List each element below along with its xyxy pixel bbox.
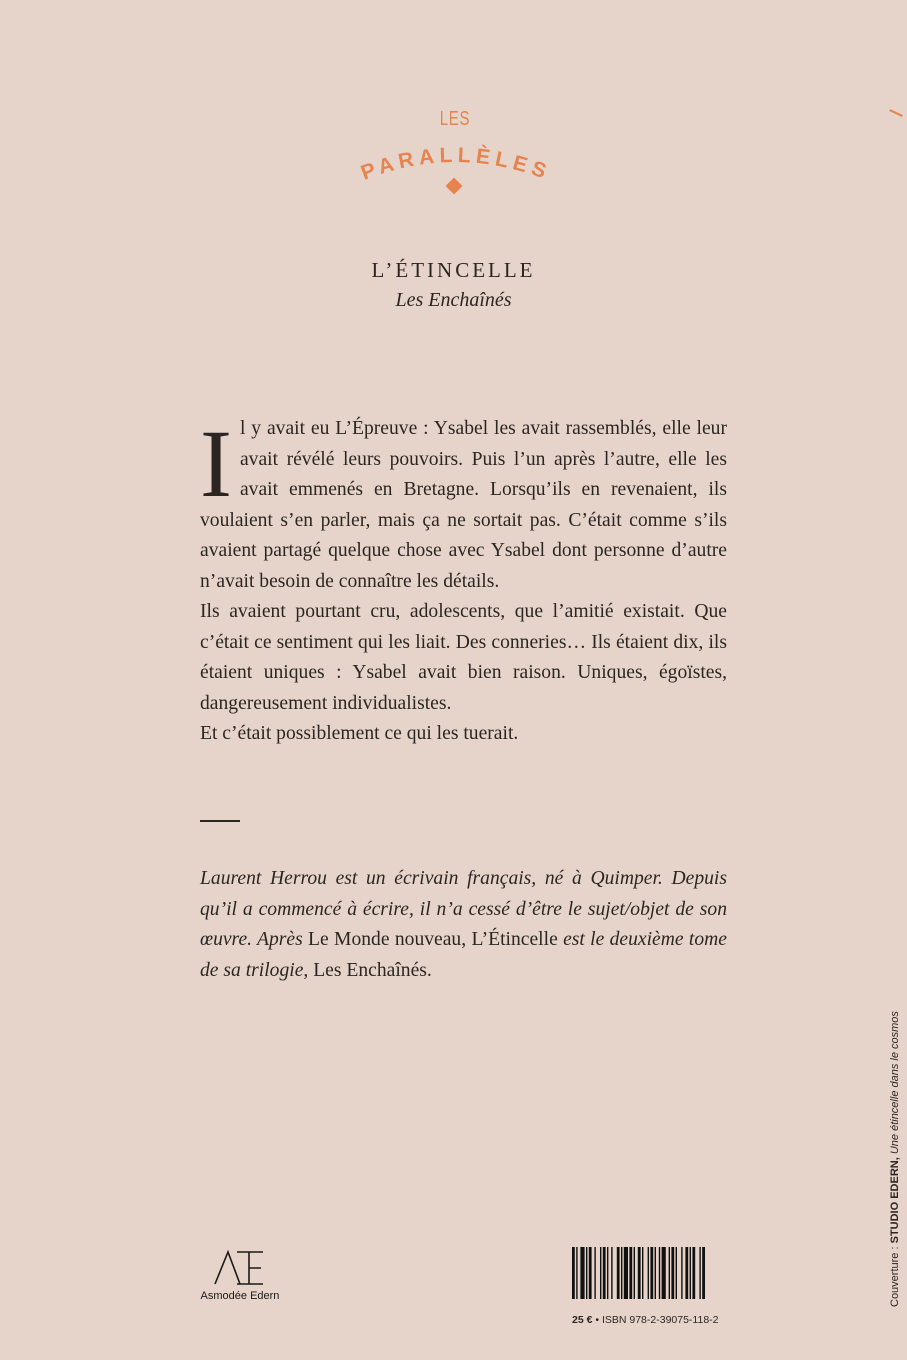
- barcode-bar: [576, 1247, 577, 1299]
- price: 25 €: [572, 1314, 593, 1326]
- barcode-bar: [603, 1247, 606, 1299]
- barcode-bar: [702, 1247, 705, 1299]
- corner-mark: [889, 109, 903, 117]
- isbn: • ISBN 978-2-39075-118-2: [592, 1314, 719, 1326]
- book-subtitle: Les Enchaînés: [395, 289, 512, 311]
- author-bio: [200, 864, 727, 986]
- barcode-bar: [681, 1247, 682, 1299]
- blurb-paragraph-3: Et c’était possiblement ce qui les tuerait.: [200, 723, 519, 744]
- price-isbn-line: [572, 1314, 719, 1326]
- barcode-bar: [638, 1247, 641, 1299]
- publisher-name: Asmodée Edern: [200, 1290, 280, 1302]
- barcode-bar: [586, 1247, 587, 1299]
- barcode-bar: [629, 1247, 632, 1299]
- credit-artwork: Une étincelle dans le cosmos: [889, 1011, 901, 1158]
- barcode-bar: [650, 1247, 653, 1299]
- barcode-bar: [655, 1247, 656, 1299]
- blurb: [200, 410, 727, 750]
- series-logo: [330, 100, 580, 210]
- barcode-bar: [659, 1247, 660, 1299]
- barcode-bar: [594, 1247, 595, 1299]
- blurb-p1-text: l y avait eu L’Épreuve : Ysabel les avait rassemblés, elle leur avait révélé leurs pouvoirs. Puis l’un après l’autre, elle les avait emmenés en Bretagne. Lorsqu’ils en revenaient, ils voulaient s’en parler, mais ça ne sortait pas. C’était comme s’ils avaient partagé quelque chose avec Ysabel dont personne d’autre n’avait besoin de connaître les détails.: [200, 418, 727, 592]
- barcode-bar: [685, 1247, 688, 1299]
- barcode-bar: [648, 1247, 649, 1299]
- barcode-bar: [690, 1247, 691, 1299]
- barcode-bar: [692, 1247, 695, 1299]
- publisher-monogram-icon: [211, 1248, 269, 1288]
- barcode-bar: [662, 1247, 666, 1299]
- series-arc-text-svg: [330, 100, 580, 210]
- publisher-logo: [185, 1248, 295, 1308]
- barcode-bar: [642, 1247, 643, 1299]
- barcode-bar: [607, 1247, 608, 1299]
- blurb-paragraph-1: [200, 410, 727, 597]
- series-main-word: PARALLÈLES: [357, 143, 554, 185]
- barcode-bar: [671, 1247, 674, 1299]
- barcode: [572, 1247, 752, 1299]
- bio-part-2: est le deuxième tome de sa trilogie,: [200, 929, 727, 981]
- barcode-bar: [634, 1247, 635, 1299]
- blurb-paragraph-2: Ils avaient pourtant cru, adolescents, que l’amitié existait. Que c’était ce sentiment qui les liait. Des conneries… Ils étaient dix, ils étaient uniques : Ysabel avait bien raison. Uniques, égoïstes, dangereusement individualistes.: [200, 601, 727, 714]
- bio-title-1: Le Monde nouveau, L’Étincelle: [308, 929, 558, 950]
- barcode-bars: [572, 1247, 752, 1299]
- barcode-bar: [611, 1247, 612, 1299]
- barcode-bar: [669, 1247, 670, 1299]
- dropcap: I: [200, 410, 232, 517]
- barcode-bar: [699, 1247, 700, 1299]
- barcode-bar: [617, 1247, 620, 1299]
- bio-part-1: Laurent Herrou est un écrivain français, né à Quimper. Depuis qu’il a commencé à écrire, il n’a cessé d’être le sujet/objet de son œuvre. Après: [200, 868, 727, 950]
- credit-label: Couverture :: [889, 1243, 901, 1307]
- section-divider: [200, 820, 240, 822]
- barcode-bar: [600, 1247, 601, 1299]
- barcode-bar: [580, 1247, 584, 1299]
- cover-credit: [889, 1011, 905, 1307]
- barcode-bar: [621, 1247, 622, 1299]
- barcode-bar: [676, 1247, 677, 1299]
- bio-title-2: Les Enchaînés.: [313, 959, 432, 981]
- barcode-bar: [572, 1247, 575, 1299]
- barcode-bar: [624, 1247, 628, 1299]
- credit-studio: STUDIO EDERN,: [889, 1157, 901, 1244]
- book-title: L’ÉTINCELLE: [371, 258, 536, 282]
- barcode-bar: [589, 1247, 592, 1299]
- series-top-word: LES: [439, 108, 471, 130]
